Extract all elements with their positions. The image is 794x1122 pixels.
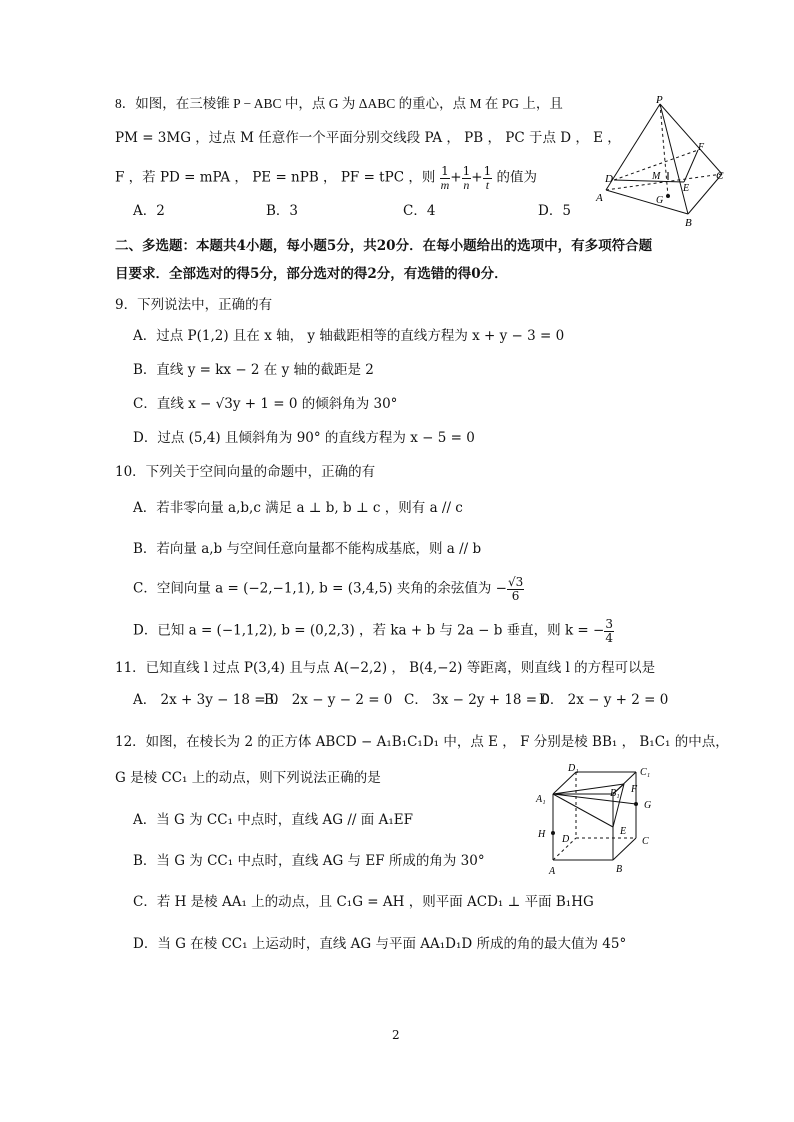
q8-option-b: B．3 (266, 203, 299, 219)
q11-stem: 11．已知直线 l 过点 P(3,4) 且与点 A(−2,2) ， B(4,−2) 等距离，则直线 l 的方程可以是 (115, 660, 656, 676)
pyramid-label-c: C (716, 170, 724, 182)
q9-option-a: A．过点 P(1,2) 且在 x 轴， y 轴截距相等的直线方程为 x + y − 3 = 0 (133, 328, 565, 344)
fraction-1-over-n: $\frac{1}{n}$ (462, 164, 471, 192)
pyramid-label-f: F (698, 142, 705, 153)
q10-c-numerator: √3 (507, 575, 524, 589)
cube-label-d1: D₁ (568, 763, 579, 774)
fraction-1-over-t: $\frac{1}{t}$ (483, 164, 492, 192)
pyramid-label-e: E (683, 183, 690, 194)
pyramid-label-a: A (596, 192, 603, 204)
fraction-1-over-m: $\frac{1}{m}$ (440, 164, 450, 192)
q11-option-a: A． 2x + 3y − 18 = 0 (133, 692, 279, 708)
q10-option-d (133, 618, 614, 644)
q11-option-d: D． 2x − y + 2 = 0 (539, 692, 669, 708)
pyramid-figure (592, 92, 732, 228)
q12-option-a: A．当 G 为 CC₁ 中点时，直线 AG // 面 A₁EF (133, 812, 413, 828)
pyramid-label-m: M (652, 171, 661, 182)
page-number: 2 (392, 1028, 400, 1042)
cube-label-b: B (616, 864, 623, 875)
q8-option-d: D．5 (538, 203, 571, 219)
cube-label-e: E (620, 826, 627, 837)
q8-line-1: 8．如图，在三棱锥 P − ABC 中，点 G 为 ΔABC 的重心，点 M 在 PG 上，且 (115, 96, 563, 111)
fraction-sqrt3-over-6 (507, 576, 524, 602)
pyramid-label-d: D (605, 173, 613, 185)
section-heading: 二、多选题：本题共4小题，每小题5分，共20分．在每小题给出的选项中，有多项符合题 (115, 238, 653, 254)
q12-line-2: G 是棱 CC₁ 上的动点，则下列说法正确的是 (115, 770, 381, 786)
cube-label-a: A (549, 866, 556, 877)
cube-figure (532, 758, 662, 882)
cube-label-h: H (538, 829, 546, 840)
q10-option-d-text: D．已知 a = (−1,1,2), b = (0,2,3) ，若 ka + b 与 2a − b 垂直，则 k = − (133, 622, 605, 639)
pyramid-label-g: G (656, 195, 664, 206)
q12-line-1: 12．如图，在棱长为 2 的正方体 ABCD − A₁B₁C₁D₁ 中，点 E ， F 分别是棱 BB₁ ， B₁C₁ 的中点， (115, 734, 729, 750)
section-heading-cont: 目要求．全部选对的得5分，部分选对的得2分，有选错的得0分． (115, 266, 508, 282)
q8-line-2: PM = 3MG ，过点 M 任意作一个平面分别交线段 PA ， PB ， PC 于点 D ， E ， (115, 130, 621, 146)
q8-option-c: C．4 (403, 203, 436, 219)
q11-option-c: C． 3x − 2y + 18 = 0 (404, 692, 550, 708)
q11-option-b: B． 2x − y − 2 = 0 (264, 692, 393, 708)
q12-option-d: D．当 G 在棱 CC₁ 上运动时，直线 AG 与平面 AA₁D₁D 所成的角的最大值为 45° (133, 936, 627, 952)
q8-line-3: F ，若 PD = mPA ， PE = nPB ， PF = tPC ，则 $\frac{1}{m}$ + $\frac{1}{n}$ + $\frac{1}{t}$ 的值为 (115, 164, 537, 192)
cube-label-c1: C₁ (640, 767, 651, 778)
q10-d-numerator: 3 (605, 617, 613, 631)
cube-label-g: G (644, 800, 652, 811)
q12-option-b: B．当 G 为 CC₁ 中点时，直线 AG 与 EF 所成的角为 30° (133, 853, 485, 869)
q9-option-b: B．直线 y = kx − 2 在 y 轴的截距是 2 (133, 362, 374, 378)
cube-label-d: D (562, 834, 570, 845)
q10-d-denominator: 4 (605, 630, 613, 645)
pyramid-label-p: P (656, 94, 663, 106)
q10-option-c (133, 576, 524, 602)
q10-stem: 10．下列关于空间向量的命题中，正确的有 (115, 464, 376, 480)
q10-option-a: A．若非零向量 a,b,c 满足 a ⊥ b, b ⊥ c ，则有 a // c (133, 500, 463, 516)
fraction-3-over-4 (604, 618, 614, 644)
pyramid-label-b: B (685, 217, 692, 228)
q8-option-a: A．2 (133, 203, 165, 219)
q9-option-c: C．直线 x − √3y + 1 = 0 的倾斜角为 30° (133, 396, 398, 412)
q10-c-denominator: 6 (511, 588, 520, 603)
q12-option-c: C．若 H 是棱 AA₁ 上的动点，且 C₁G = AH ，则平面 ACD₁ ⊥ 平面 B₁HG (133, 894, 594, 910)
q10-option-c-text: C．空间向量 a = (−2,−1,1), b = (3,4,5) 夹角的余弦值为 − (133, 580, 507, 597)
q10-option-b: B．若向量 a,b 与空间任意向量都不能构成基底，则 a // b (133, 541, 482, 557)
q8-line-3-tail: 的值为 (496, 169, 537, 186)
q9-option-d: D．过点 (5,4) 且倾斜角为 90° 的直线方程为 x − 5 = 0 (133, 430, 475, 446)
cube-label-c: C (642, 836, 649, 847)
cube-label-a1: A₁ (536, 794, 546, 805)
cube-label-f: F (631, 784, 638, 795)
cube-label-b1: B₁ (610, 788, 620, 799)
q9-stem: 9．下列说法中，正确的有 (115, 297, 273, 313)
q8-line-3-text: F ，若 PD = mPA ， PE = nPB ， PF = tPC ，则 (115, 169, 436, 186)
